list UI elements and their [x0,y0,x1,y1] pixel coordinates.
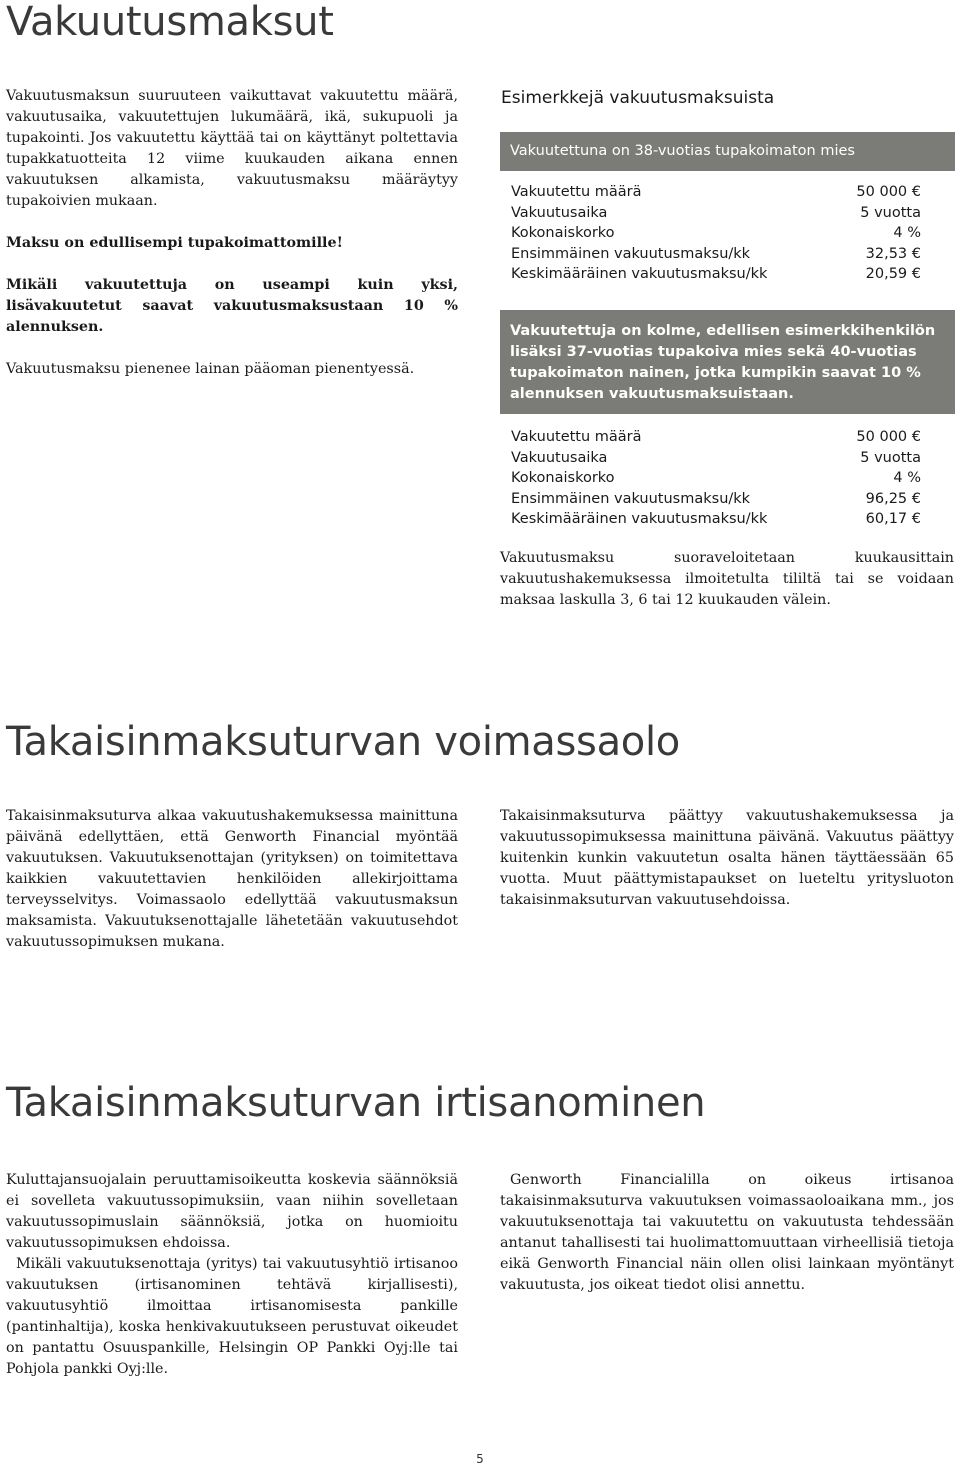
examples-title: Esimerkkejä vakuutusmaksuista [501,88,775,108]
row-value: 96,25 € [865,490,921,507]
example1-heading: Vakuutettuna on 38-vuotias tupakoimaton mies [500,132,955,171]
validity-left-column [6,806,458,953]
table-row [511,427,921,448]
table-row [511,182,921,203]
payment-note-paragraph: Vakuutusmaksu suoraveloitetaan kuukausittain vakuutushakemuksessa ilmoitetulta tililtä tai se voidaan maksaa laskulla 3, 6 tai 12 kuukauden välein. [500,550,954,608]
premiums-text-block [6,86,458,380]
row-value: 60,17 € [865,511,921,527]
table-row [511,244,921,265]
consumer-protection-paragraph: Kuluttajansuojalain peruuttamisoikeutta koskevia säännöksiä ei sovelleta vakuutussopimuksiin, vaan niihin sovelletaan vakuutussopimuslain säännöksiä, jotka on huomioitu vakuutussopimuksen ehdoissa. [6,1172,458,1251]
table-row [511,489,921,510]
table-row [511,264,921,285]
row-label: Vakuutettu määrä [511,429,642,445]
table-row [511,468,921,489]
table-row [511,203,921,224]
section-title-irtisanominen: Takaisinmaksuturvan irtisanominen [6,1080,706,1126]
page-number: 5 [476,1452,484,1466]
validity-start-paragraph: Takaisinmaksuturva alkaa vakuutushakemuksessa mainittuna päivänä edellyttäen, että Genworth Financial myöntää vakuutuksen. Vakuutuksenottajan (yrityksen) on toimitettava kaikkien vakuutettavien henkilöiden allekirjoittama terveysselvitys. Voimassaolo edellyttää vakuutusmaksun maksamista. Vakuutuksenottajalle lähetetään vakuutusehdot vakuutussopimuksen mukana. [6,808,458,950]
section-title-voimassaolo: Takaisinmaksuturvan voimassaolo [6,719,680,765]
termination-right-column [500,1170,954,1296]
row-label: Ensimmäinen vakuutusmaksu/kk [511,245,751,262]
row-label: Vakuutettu määrä [511,184,642,200]
termination-left-column [6,1170,458,1380]
row-label: Keskimääräinen vakuutusmaksu/kk [511,511,768,527]
example1-table [511,182,921,285]
row-label: Vakuutusaika [511,204,608,221]
table-row [511,448,921,469]
table-row [511,223,921,244]
row-label: Vakuutusaika [511,449,608,466]
row-label: Kokonaiskorko [511,470,615,486]
non-smoker-highlight: Maksu on edullisempi tupakoimattomille! [6,235,343,251]
insurer-termination-paragraph: Genworth Financialilla on oikeus irtisanoa takaisinmaksuturva vakuutuksen voimassaoloaikana mm., jos vakuutuksenottaja tai vakuutettu on vakuutusta tehdessään antanut tahallisesti tai huolimattomuuttaan virheellisiä tietoja eikä Genworth Financial näin ollen olisi lainkaan myöntänyt vakuutusta, jos oikeat tiedot olisi annettu. [500,1172,954,1293]
section-title-vakuutusmaksut: Vakuutusmaksut [6,0,334,45]
row-value: 4 % [893,225,921,241]
row-value: 32,53 € [865,245,921,262]
row-value: 5 vuotta [860,449,921,466]
row-label: Keskimääräinen vakuutusmaksu/kk [511,266,768,282]
row-value: 50 000 € [856,429,921,445]
row-value: 4 % [893,470,921,486]
payment-note [500,548,954,611]
validity-end-paragraph: Takaisinmaksuturva päättyy vakuutushakemuksessa ja vakuutussopimuksessa mainittuna päivänä. Vakuutus päättyy kuitenkin kunkin vakuutetun osalta hänen täyttäessään 65 vuotta. Muut päättymistapaukset on lueteltu yritysluoton takaisinmaksuturvan vakuutusehdoissa. [500,808,954,908]
validity-right-column [500,806,954,911]
row-value: 20,59 € [865,266,921,282]
example2-heading: Vakuutettuja on kolme, edellisen esimerkkihenkilön lisäksi 37-vuotias tupakoiva mies sekä 40-vuotias tupakoimaton nainen, jotka kumpikin saavat 10 % alennuksen vakuutusmaksuistaan. [500,310,955,414]
table-row [511,509,921,530]
premiums-intro-paragraph: Vakuutusmaksun suuruuteen vaikuttavat vakuutettu määrä, vakuutusaika, vakuutettujen lukumäärä, ikä, sukupuoli ja tupakointi. Jos vakuutettu käyttää tai on käyttänyt poltettavia tupakkatuotteita 12 viime kuukauden aikana ennen vakuutuksen alkamista, vakuutusmaksu määräytyy tupakoivien mukaan. [6,88,458,209]
termination-notice-paragraph: Mikäli vakuutuksenottaja (yritys) tai vakuutusyhtiö irtisanoo vakuutuksen (irtisanominen tehtävä kirjallisesti), vakuutusyhtiö ilmoittaa irtisanomisesta pankille (pantinhaltija), koska henkivakuutukseen perustuvat oikeudet on pantattu Osuuspankille, Helsingin OP Pankki Oyj:lle tai Pohjola pankki Oyj:lle. [6,1256,458,1377]
row-value: 5 vuotta [860,204,921,221]
premium-decrease-paragraph: Vakuutusmaksu pienenee lainan pääoman pienentyessä. [6,361,415,377]
row-value: 50 000 € [856,184,921,200]
discount-highlight: Mikäli vakuutettuja on useampi kuin yksi, lisävakuutetut saavat vakuutusmaksustaan 10 % alennuksen. [6,277,458,335]
example2-table [511,427,921,530]
row-label: Kokonaiskorko [511,225,615,241]
row-label: Ensimmäinen vakuutusmaksu/kk [511,490,751,507]
